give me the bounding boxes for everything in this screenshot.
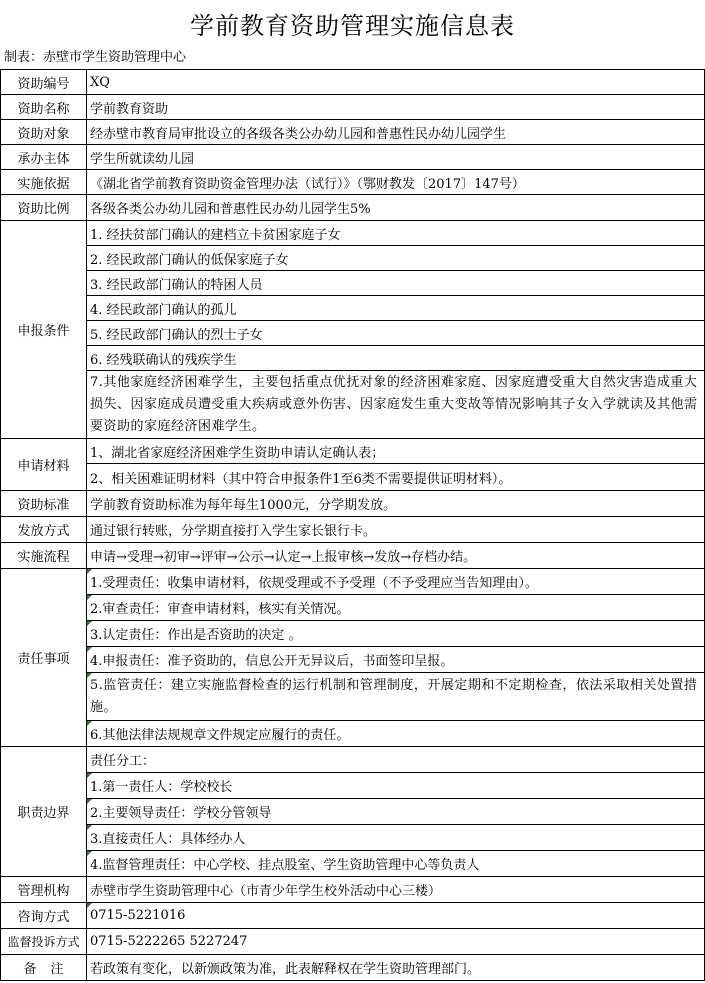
row-value-note: 若政策有变化，以新颁政策为准，此表解释权在学生资助管理部门。	[87, 955, 705, 981]
boundary-item: 1.第一责任人：学校校长	[87, 773, 705, 799]
table-row	[1, 851, 705, 877]
table-row	[1, 595, 705, 621]
table-row	[1, 145, 705, 170]
row-value-host: 学生所就读幼儿园	[87, 145, 705, 170]
duty-item: 1.受理责任：收集申请材料，依规受理或不予受理（不予受理应当告知理由）。	[87, 569, 705, 595]
boundary-item: 2.主要领导责任：学校分管领导	[87, 799, 705, 825]
table-row	[1, 747, 705, 773]
condition-item: 6. 经残联确认的残疾学生	[87, 346, 705, 371]
condition-item: 3. 经民政部门确认的特困人员	[87, 271, 705, 296]
table-row	[1, 825, 705, 851]
row-value-org: 赤壁市学生资助管理中心（市青少年学生校外活动中心三楼）	[87, 877, 705, 903]
duty-item: 5.监管责任：建立实施监督检查的运行机制和管理制度，开展定期和不定期检查，依法采取相关处置措施。	[87, 673, 705, 721]
row-value-code: XQ	[87, 70, 705, 95]
condition-item: 7.其他家庭经济困难学生，主要包括重点优抚对象的经济困难家庭、因家庭遭受重大自然灾害造成重大损失、因家庭成员遭受重大疾病或意外伤害、因家庭发生重大变故等情况影响其子女入学就读及其他需要资助的家庭经济困难学生。	[87, 371, 705, 439]
row-label-conditions: 申报条件	[1, 221, 87, 439]
page-title: 学前教育资助管理实施信息表	[190, 11, 515, 40]
table-row	[1, 773, 705, 799]
row-label-target: 资助对象	[1, 120, 87, 145]
row-value-name: 学前教育资助	[87, 95, 705, 120]
table-row	[1, 346, 705, 371]
row-label-name: 资助名称	[1, 95, 87, 120]
table-row	[1, 464, 705, 491]
boundary-item: 责任分工：	[87, 747, 705, 773]
row-label-method: 发放方式	[1, 517, 87, 543]
table-row	[1, 120, 705, 145]
duty-item: 2.审查责任：审查申请材料，核实有关情况。	[87, 595, 705, 621]
table-row	[1, 647, 705, 673]
row-label-materials: 申请材料	[1, 439, 87, 491]
row-value-consult: 0715-5221016	[87, 903, 705, 929]
row-label-note: 备注	[1, 955, 87, 981]
duty-item: 6.其他法律法规规章文件规定应履行的责任。	[87, 721, 705, 747]
table-row	[1, 569, 705, 595]
row-value-ratio: 各级各类公办幼儿园和普惠性民办幼儿园学生5%	[87, 195, 705, 221]
table-row	[1, 95, 705, 120]
row-value-standard: 学前教育资助标准为每年每生1000元，分学期发放。	[87, 491, 705, 517]
row-label-code: 资助编号	[1, 70, 87, 95]
row-label-ratio: 资助比例	[1, 195, 87, 221]
boundary-item: 4.监督管理责任：中心学校、挂点股室、学生资助管理中心等负责人	[87, 851, 705, 877]
table-row	[1, 70, 705, 95]
table-row	[1, 221, 705, 246]
condition-item: 5. 经民政部门确认的烈士子女	[87, 321, 705, 346]
table-row	[1, 929, 705, 955]
row-label-duties: 责任事项	[1, 569, 87, 747]
material-item: 2、相关困难证明材料（其中符合申报条件1至6类不需要提供证明材料）。	[87, 464, 705, 491]
row-value-method: 通过银行转账，分学期直接打入学生家长银行卡。	[87, 517, 705, 543]
material-item: 1、湖北省家庭经济困难学生资助申请认定确认表；	[87, 439, 705, 464]
row-label-basis: 实施依据	[1, 170, 87, 195]
table-row	[1, 543, 705, 569]
table-row	[1, 195, 705, 221]
table-row	[1, 321, 705, 346]
table-row	[1, 271, 705, 296]
boundary-item: 3.直接责任人：具体经办人	[87, 825, 705, 851]
row-label-consult: 咨询方式	[1, 903, 87, 929]
table-row	[1, 799, 705, 825]
row-label-complaint: 监督投诉方式	[1, 929, 87, 955]
duty-item: 3.认定责任：作出是否资助的决定 。	[87, 621, 705, 647]
row-value-complaint: 0715-5222265 5227247	[87, 929, 705, 955]
table-row	[1, 439, 705, 464]
table-row	[1, 296, 705, 321]
table-row	[1, 170, 705, 195]
row-label-boundary: 职责边界	[1, 747, 87, 877]
row-label-process: 实施流程	[1, 543, 87, 569]
condition-item: 2. 经民政部门确认的低保家庭子女	[87, 246, 705, 271]
condition-item: 1. 经扶贫部门确认的建档立卡贫困家庭子女	[87, 221, 705, 246]
table-row	[1, 877, 705, 903]
duty-item: 4.申报责任：准予资助的，信息公开无异议后，书面签印呈报。	[87, 647, 705, 673]
table-row	[1, 621, 705, 647]
table-row	[1, 903, 705, 929]
table-row	[1, 491, 705, 517]
table-row	[1, 955, 705, 981]
row-label-org: 管理机构	[1, 877, 87, 903]
table-maker: 制表：赤壁市学生资助管理中心	[4, 50, 187, 65]
table-row	[1, 517, 705, 543]
row-value-target: 经赤壁市教育局审批设立的各级各类公办幼儿园和普惠性民办幼儿园学生	[87, 120, 705, 145]
table-row	[1, 721, 705, 747]
table-row	[1, 673, 705, 721]
row-label-host: 承办主体	[1, 145, 87, 170]
table-row	[1, 371, 705, 439]
condition-item: 4. 经民政部门确认的孤儿	[87, 296, 705, 321]
row-label-standard: 资助标准	[1, 491, 87, 517]
table-row	[1, 246, 705, 271]
row-value-basis: 《湖北省学前教育资助资金管理办法（试行）》（鄂财教发〔2017〕147号）	[87, 170, 705, 195]
info-table	[0, 69, 705, 981]
row-value-process: 申请→受理→初审→评审→公示→认定→上报审核→发放→存档办结。	[87, 543, 705, 569]
